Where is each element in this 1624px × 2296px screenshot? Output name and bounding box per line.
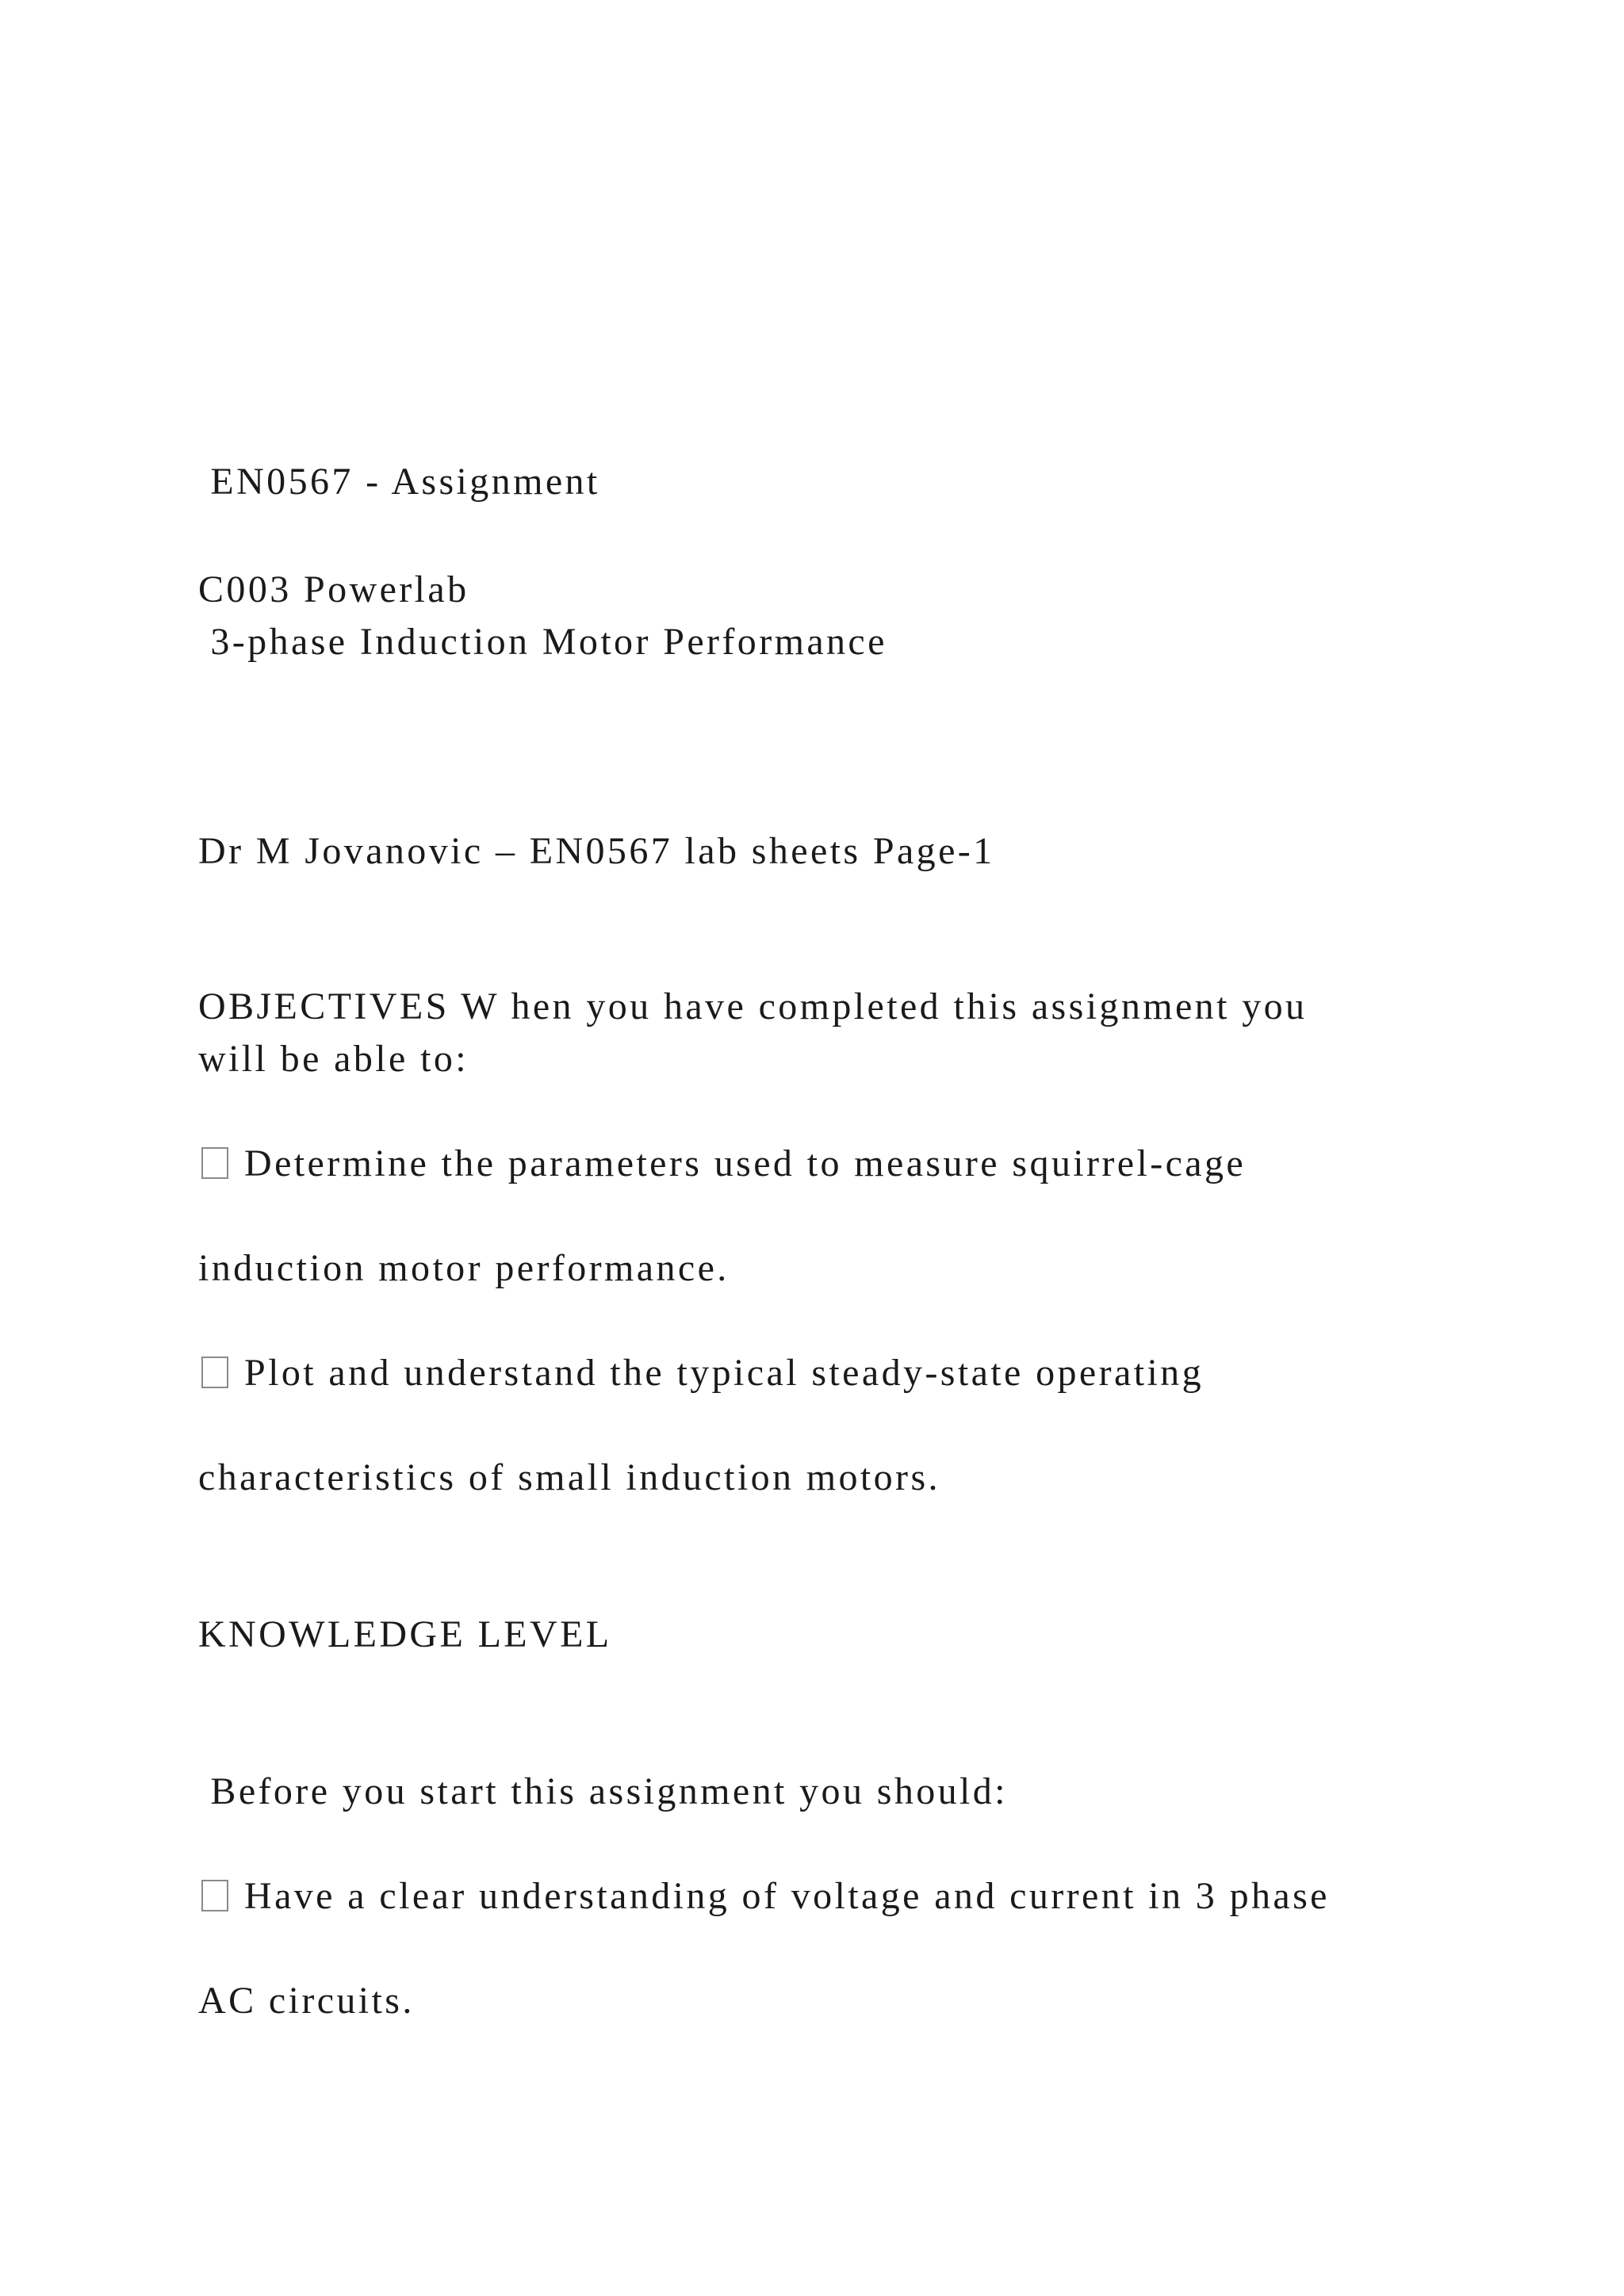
knowledge-item-1: [198, 1871, 1330, 1922]
knowledge-item-1-text: Have a clear understanding of voltage and current in 3 phase: [244, 1875, 1330, 1917]
objectives-intro-line-2: will be able to:: [198, 1038, 469, 1080]
objective-item-2-continuation: characteristics of small induction motors.: [198, 1456, 940, 1498]
bullet-glyph-icon: [201, 1880, 228, 1911]
document-title: 3-phase Induction Motor Performance: [198, 621, 887, 663]
knowledge-heading: KNOWLEDGE LEVEL: [198, 1613, 612, 1655]
objective-item-1: [198, 1138, 1246, 1189]
objective-item-2: [198, 1348, 1204, 1399]
author-line: Dr M Jovanovic – EN0567 lab sheets Page-1: [198, 830, 995, 872]
objectives-intro-line-1: OBJECTIVES W hen you have completed this assignment you: [198, 985, 1308, 1027]
knowledge-intro: Before you start this assignment you should:: [198, 1770, 1008, 1812]
bullet-glyph-icon: [201, 1357, 228, 1388]
knowledge-item-1-continuation: AC circuits.: [198, 1980, 415, 2022]
objective-item-1-text: Determine the parameters used to measure squirrel-cage: [244, 1142, 1247, 1184]
lab-name: C003 Powerlab: [198, 568, 469, 610]
objective-item-2-text: Plot and understand the typical steady-state operating: [244, 1352, 1204, 1394]
objective-item-1-continuation: induction motor performance.: [198, 1247, 730, 1289]
bullet-glyph-icon: [201, 1147, 228, 1179]
course-title: EN0567 - Assignment: [198, 461, 600, 503]
